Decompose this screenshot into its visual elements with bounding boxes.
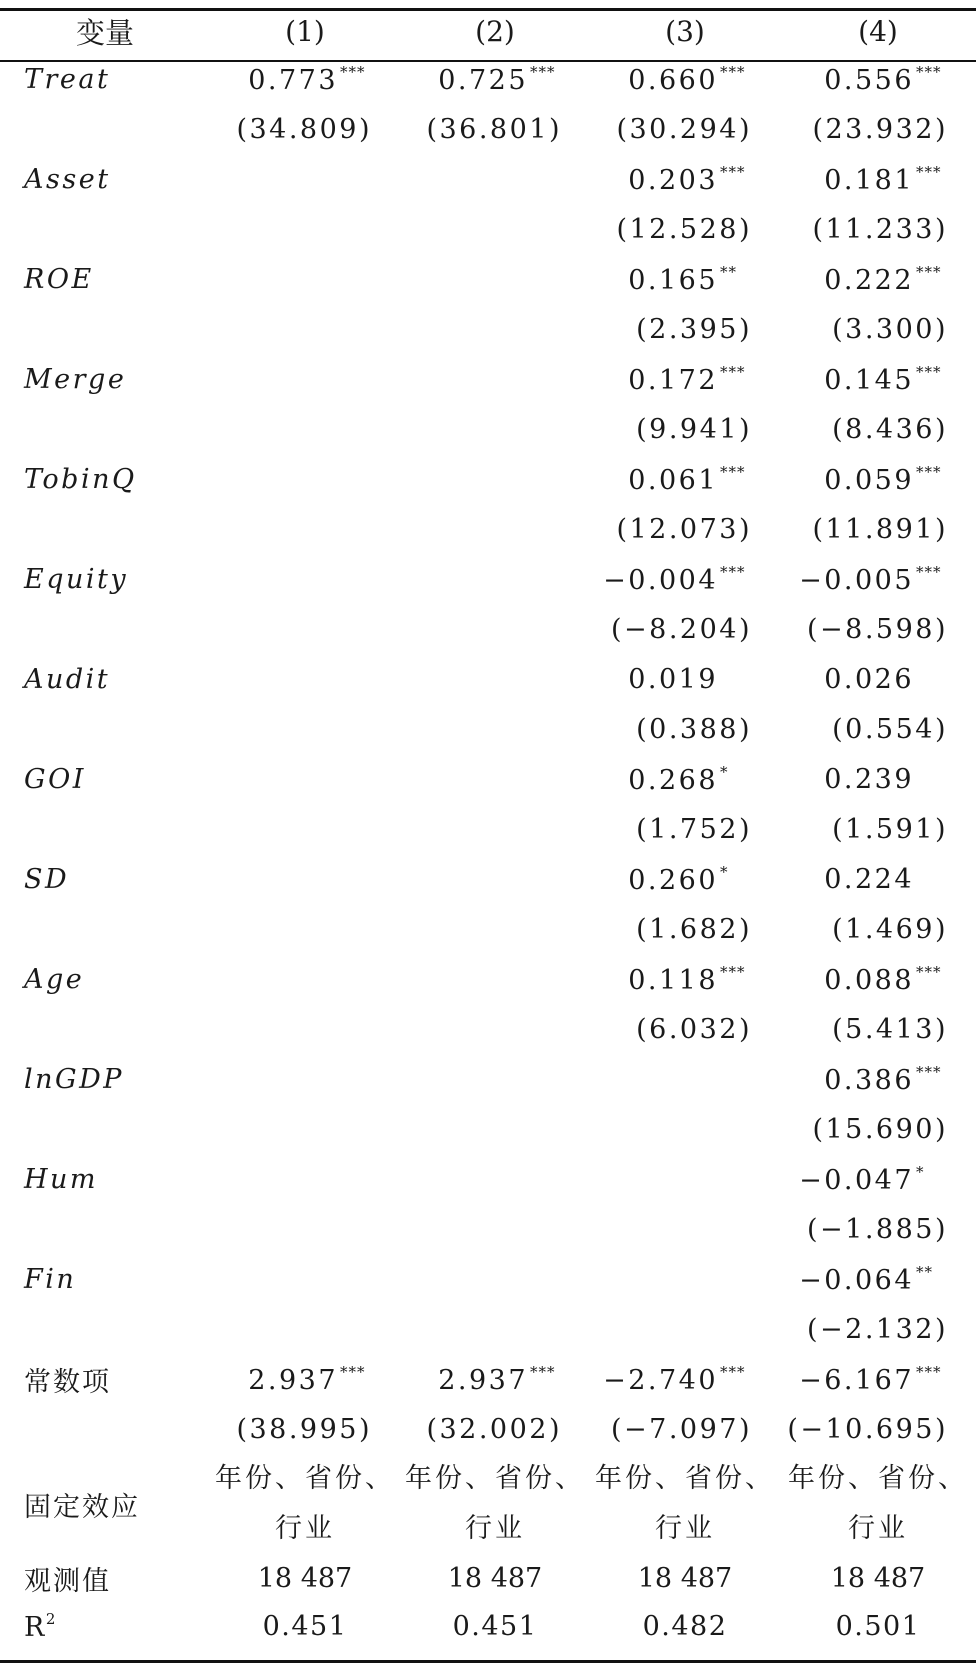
t-statistic-cell: (36.801)	[426, 113, 562, 145]
t-statistic-cell	[400, 604, 590, 654]
coefficient-cell	[400, 254, 590, 304]
variable-label: Treat	[24, 63, 111, 95]
header-col-2: (2)	[475, 14, 515, 48]
coefficient-cell	[590, 1054, 780, 1104]
t-statistic-cell: (12.528)	[616, 213, 752, 245]
coefficient-cell	[780, 654, 976, 704]
coefficient-cell	[780, 1054, 976, 1104]
coefficient-row	[0, 1154, 976, 1204]
coefficient-cell	[590, 1254, 780, 1304]
coefficient-cell	[210, 54, 400, 104]
t-statistic-row	[0, 804, 976, 854]
coefficient-cell	[210, 454, 400, 504]
coefficient-cell	[780, 754, 976, 804]
coefficient-value: 2.937	[438, 1364, 528, 1396]
coefficient-value: −0.064	[799, 1264, 914, 1296]
fixed-effects-cell: 年份、省份、行业	[405, 1463, 585, 1544]
t-statistic-cell: (−7.097)	[611, 1413, 752, 1445]
t-statistic-cell	[400, 304, 590, 354]
variable-label: TobinQ	[24, 463, 137, 495]
variable-label: 常数项	[24, 1366, 111, 1398]
coefficient-cell	[210, 1054, 400, 1104]
coefficient-cell	[780, 1354, 976, 1404]
significance-stars: ***	[720, 462, 746, 481]
variable-label: Hum	[24, 1163, 99, 1195]
empty-cell	[0, 104, 210, 154]
coefficient-value: 0.268	[628, 764, 718, 796]
coefficient-cell	[400, 954, 590, 1004]
coefficient-value: 0.118	[628, 964, 718, 996]
t-statistic-cell	[210, 304, 400, 354]
coefficient-cell	[590, 254, 780, 304]
coefficient-cell	[780, 254, 976, 304]
coefficient-value: 0.061	[628, 464, 718, 496]
r-squared-label: $R^2$	[24, 1609, 57, 1643]
coefficient-value: −0.005	[799, 564, 914, 596]
t-statistic-cell	[400, 404, 590, 454]
observations-row	[0, 1554, 976, 1602]
coefficient-cell	[780, 554, 976, 604]
coefficient-row	[0, 1254, 976, 1304]
coefficient-cell	[400, 154, 590, 204]
coefficient-cell	[780, 954, 976, 1004]
t-statistic-cell: (2.395)	[636, 313, 752, 345]
empty-cell	[0, 204, 210, 254]
t-statistic-cell: (5.413)	[832, 1013, 948, 1045]
t-statistic-row	[0, 1204, 976, 1254]
t-statistic-cell	[210, 704, 400, 754]
coefficient-cell	[400, 854, 590, 904]
empty-cell	[0, 704, 210, 754]
regression-table	[0, 8, 976, 1650]
fixed-effects-row	[0, 1454, 976, 1554]
fixed-effects-cell: 年份、省份、行业	[788, 1463, 968, 1544]
t-statistic-cell	[210, 1204, 400, 1254]
coefficient-cell	[590, 354, 780, 404]
fixed-effects-cell: 年份、省份、行业	[215, 1463, 395, 1544]
coefficient-cell	[590, 754, 780, 804]
t-statistic-cell: (11.891)	[812, 513, 948, 545]
t-statistic-cell	[210, 404, 400, 454]
coefficient-row	[0, 354, 976, 404]
t-statistic-cell	[400, 904, 590, 954]
coefficient-value: 0.725	[438, 64, 528, 96]
t-statistic-cell	[400, 1004, 590, 1054]
coefficient-cell	[590, 1354, 780, 1404]
t-statistic-cell	[210, 504, 400, 554]
coefficient-value: −0.004	[603, 564, 718, 596]
variable-label: SD	[24, 863, 70, 895]
t-statistic-cell: (1.752)	[636, 813, 752, 845]
significance-stars: ***	[530, 1362, 556, 1381]
t-statistic-cell: (38.995)	[236, 1413, 372, 1445]
coefficient-value: 2.937	[248, 1364, 338, 1396]
significance-stars: ***	[916, 62, 942, 81]
t-statistic-row	[0, 404, 976, 454]
significance-stars: ***	[916, 562, 942, 581]
t-statistic-row	[0, 604, 976, 654]
empty-cell	[0, 1404, 210, 1454]
significance-stars: ***	[720, 562, 746, 581]
t-statistic-cell	[400, 204, 590, 254]
significance-stars: ***	[916, 462, 942, 481]
t-statistic-cell	[210, 1304, 400, 1354]
significance-stars: ***	[916, 1062, 942, 1081]
significance-stars: **	[916, 1262, 933, 1281]
coefficient-cell	[210, 254, 400, 304]
coefficient-row	[0, 54, 976, 104]
coefficient-cell	[590, 654, 780, 704]
coefficient-row	[0, 654, 976, 704]
coefficient-cell	[780, 854, 976, 904]
coefficient-value: 0.165	[628, 264, 718, 296]
empty-cell	[0, 604, 210, 654]
t-statistic-cell	[400, 1104, 590, 1154]
coefficient-row	[0, 254, 976, 304]
coefficient-value: 0.026	[824, 663, 914, 695]
coefficient-value: −2.740	[603, 1364, 718, 1396]
variable-label: lnGDP	[24, 1063, 124, 1095]
t-statistic-cell: (1.591)	[832, 813, 948, 845]
coefficient-cell	[400, 1054, 590, 1104]
coefficient-value: 0.556	[824, 64, 914, 96]
r-squared-value: 0.482	[642, 1610, 728, 1642]
coefficient-cell	[590, 454, 780, 504]
t-statistic-cell	[400, 704, 590, 754]
coefficient-cell	[590, 54, 780, 104]
variable-label: Equity	[24, 563, 129, 595]
variable-label: Fin	[24, 1263, 77, 1295]
significance-stars: ***	[916, 1362, 942, 1381]
t-statistic-row	[0, 504, 976, 554]
t-statistic-cell: (1.682)	[636, 913, 752, 945]
t-statistic-cell	[210, 1004, 400, 1054]
empty-cell	[0, 504, 210, 554]
coefficient-value: 0.181	[824, 164, 914, 196]
coefficient-value: −0.047	[799, 1164, 914, 1196]
t-statistic-row	[0, 204, 976, 254]
t-statistic-cell: (8.436)	[832, 413, 948, 445]
coefficient-cell	[210, 854, 400, 904]
r-squared-value: 0.451	[262, 1610, 348, 1642]
t-statistic-cell: (9.941)	[636, 413, 752, 445]
observations-value: 18 487	[637, 1562, 733, 1594]
coefficient-cell	[210, 754, 400, 804]
coefficient-row	[0, 754, 976, 804]
observations-value: 18 487	[447, 1562, 543, 1594]
empty-cell	[0, 904, 210, 954]
coefficient-row	[0, 554, 976, 604]
coefficient-value: 0.224	[824, 863, 914, 895]
significance-stars: ***	[720, 962, 746, 981]
t-statistic-cell: (−2.132)	[807, 1313, 948, 1345]
coefficient-cell	[590, 1154, 780, 1204]
coefficient-cell	[210, 1354, 400, 1404]
variable-label: Merge	[24, 363, 127, 395]
t-statistic-row	[0, 1004, 976, 1054]
coefficient-cell	[210, 354, 400, 404]
coefficient-cell	[780, 154, 976, 204]
coefficient-cell	[780, 1254, 976, 1304]
coefficient-cell	[780, 454, 976, 504]
significance-stars: ***	[530, 62, 556, 81]
header-rule	[0, 60, 976, 62]
t-statistic-cell	[210, 904, 400, 954]
top-rule	[0, 8, 976, 11]
significance-stars: ***	[916, 362, 942, 381]
significance-stars: ***	[916, 262, 942, 281]
coefficient-cell	[400, 654, 590, 704]
significance-stars: *	[720, 762, 729, 781]
coefficient-row	[0, 1054, 976, 1104]
r-squared-value: 0.451	[452, 1610, 538, 1642]
t-statistic-cell: (11.233)	[812, 213, 948, 245]
coefficient-cell	[590, 154, 780, 204]
t-statistic-cell	[210, 804, 400, 854]
t-statistic-cell	[210, 204, 400, 254]
coefficient-value: 0.386	[824, 1064, 914, 1096]
coefficient-cell	[400, 554, 590, 604]
variable-label: Asset	[24, 163, 111, 195]
coefficient-cell	[400, 54, 590, 104]
coefficient-cell	[780, 354, 976, 404]
t-statistic-cell	[210, 1104, 400, 1154]
t-statistic-cell: (34.809)	[236, 113, 372, 145]
observations-value: 18 487	[257, 1562, 353, 1594]
t-statistic-cell: (30.294)	[616, 113, 752, 145]
coefficient-row	[0, 854, 976, 904]
r-squared-value: 0.501	[835, 1610, 921, 1642]
t-statistic-cell: (12.073)	[616, 513, 752, 545]
coefficient-value: 0.145	[824, 364, 914, 396]
significance-stars: ***	[916, 962, 942, 981]
coefficient-value: −6.167	[799, 1364, 914, 1396]
t-statistic-cell	[590, 1204, 780, 1254]
t-statistic-cell	[400, 1204, 590, 1254]
coefficient-cell	[210, 1154, 400, 1204]
coefficient-value: 0.059	[824, 464, 914, 496]
r-squared-row	[0, 1602, 976, 1650]
significance-stars: *	[720, 862, 729, 881]
coefficient-value: 0.203	[628, 164, 718, 196]
significance-stars: ***	[720, 62, 746, 81]
variable-label: GOI	[24, 763, 86, 795]
empty-cell	[0, 304, 210, 354]
empty-cell	[0, 1104, 210, 1154]
coefficient-value: 0.019	[628, 663, 718, 695]
coefficient-row	[0, 154, 976, 204]
empty-cell	[0, 404, 210, 454]
t-statistic-cell: (0.388)	[636, 713, 752, 745]
coefficient-cell	[210, 1254, 400, 1304]
t-statistic-cell: (3.300)	[832, 313, 948, 345]
significance-stars: ***	[720, 162, 746, 181]
t-statistic-cell	[400, 504, 590, 554]
significance-stars: ***	[916, 162, 942, 181]
t-statistic-cell	[400, 1304, 590, 1354]
coefficient-value: 0.773	[248, 64, 338, 96]
coefficient-value: 0.239	[824, 763, 914, 795]
t-statistic-row	[0, 304, 976, 354]
coefficient-row	[0, 1354, 976, 1404]
coefficient-cell	[590, 554, 780, 604]
fixed-effects-cell: 年份、省份、行业	[595, 1463, 775, 1544]
variable-label: Age	[24, 963, 85, 995]
coefficient-cell	[400, 1154, 590, 1204]
coefficient-value: 0.260	[628, 864, 718, 896]
header-row	[0, 8, 976, 54]
coefficient-cell	[210, 654, 400, 704]
t-statistic-cell: (23.932)	[812, 113, 948, 145]
coefficient-cell	[780, 1154, 976, 1204]
t-statistic-cell	[590, 1304, 780, 1354]
t-statistic-cell: (−10.695)	[787, 1413, 948, 1445]
header-variable: 变量	[75, 15, 134, 50]
empty-cell	[0, 1004, 210, 1054]
coefficient-cell	[400, 354, 590, 404]
coefficient-cell	[210, 954, 400, 1004]
coefficient-row	[0, 954, 976, 1004]
header-col-4: (4)	[858, 14, 898, 48]
t-statistic-cell: (1.469)	[832, 913, 948, 945]
t-statistic-cell: (−8.598)	[807, 613, 948, 645]
t-statistic-cell: (6.032)	[636, 1013, 752, 1045]
t-statistic-row	[0, 1104, 976, 1154]
significance-stars: ***	[340, 1362, 366, 1381]
bottom-rule	[0, 1660, 976, 1663]
significance-stars: ***	[720, 1362, 746, 1381]
t-statistic-row	[0, 1404, 976, 1454]
t-statistic-cell: (−1.885)	[807, 1213, 948, 1245]
coefficient-value: 0.660	[628, 64, 718, 96]
significance-stars: **	[720, 262, 737, 281]
coefficient-value: 0.172	[628, 364, 718, 396]
variable-label: ROE	[24, 263, 94, 295]
coefficient-cell	[210, 154, 400, 204]
t-statistic-cell: (−8.204)	[611, 613, 752, 645]
t-statistic-row	[0, 904, 976, 954]
t-statistic-cell: (0.554)	[832, 713, 948, 745]
t-statistic-cell: (15.690)	[812, 1113, 948, 1145]
empty-cell	[0, 804, 210, 854]
variable-label: Audit	[24, 663, 111, 695]
t-statistic-row	[0, 704, 976, 754]
observations-label: 观测值	[24, 1565, 111, 1597]
coefficient-row	[0, 454, 976, 504]
significance-stars: *	[916, 1162, 925, 1181]
coefficient-cell	[400, 1254, 590, 1304]
observations-value: 18 487	[830, 1562, 926, 1594]
t-statistic-row	[0, 104, 976, 154]
coefficient-cell	[400, 1354, 590, 1404]
t-statistic-cell	[590, 1104, 780, 1154]
header-col-3: (3)	[665, 14, 705, 48]
coefficient-cell	[400, 454, 590, 504]
coefficient-cell	[400, 754, 590, 804]
table-body	[0, 54, 976, 1650]
empty-cell	[0, 1304, 210, 1354]
coefficient-cell	[590, 854, 780, 904]
t-statistic-cell: (32.002)	[426, 1413, 562, 1445]
fixed-effects-label: 固定效应	[24, 1491, 140, 1523]
coefficient-cell	[780, 54, 976, 104]
empty-cell	[0, 1204, 210, 1254]
results-table	[0, 8, 976, 1650]
t-statistic-cell	[210, 604, 400, 654]
coefficient-cell	[210, 554, 400, 604]
coefficient-value: 0.088	[824, 964, 914, 996]
t-statistic-cell	[400, 804, 590, 854]
t-statistic-row	[0, 1304, 976, 1354]
significance-stars: ***	[720, 362, 746, 381]
header-col-1: (1)	[285, 14, 325, 48]
coefficient-value: 0.222	[824, 264, 914, 296]
coefficient-cell	[590, 954, 780, 1004]
significance-stars: ***	[340, 62, 366, 81]
